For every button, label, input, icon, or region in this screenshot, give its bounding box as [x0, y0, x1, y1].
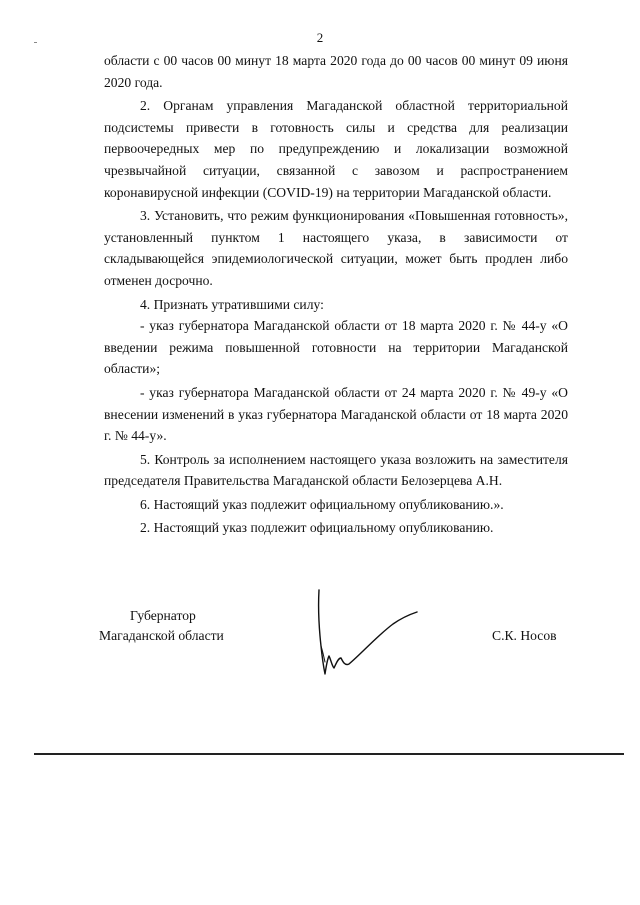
signer-title-line-1: Губернатор [130, 608, 196, 623]
handwritten-signature-icon [305, 588, 435, 683]
page-number: 2 [316, 30, 324, 45]
paragraph-item-2: 2. Органам управления Магаданской областной территориальной подсистемы привести в готовность силы и средства для реализации первоочередных мер по предупреждению и локализации возможной чрезвычайной ситуации, связанной с завозом и распространением коронавирусной инфекции (COVID-19) на территории Магаданской области. [104, 98, 568, 200]
scan-artifact [34, 42, 37, 43]
signer-title-line-2: Магаданской области [99, 628, 224, 643]
bottom-rule [34, 753, 624, 755]
paragraph-continuation: области с 00 часов 00 минут 18 марта 2020 года до 00 часов 00 минут 09 июня 2020 года. [104, 53, 568, 90]
signer-name: С.К. Носов [492, 628, 557, 643]
document-body [104, 50, 568, 539]
paragraph-repealed-decree-44: - указ губернатора Магаданской области от 18 марта 2020 г. № 44-у «О введении режима повышенной готовности на территории Магаданской области»; [104, 318, 568, 377]
paragraph-repealed-decree-49: - указ губернатора Магаданской области от 24 марта 2020 г. № 49-у «О внесении изменений в указ губернатора Магаданской области от 18 марта 2020 г. № 44-у». [104, 384, 568, 444]
paragraph-item-6: 6. Настоящий указ подлежит официальному опубликованию.». [140, 496, 504, 512]
paragraph-final-publication: 2. Настоящий указ подлежит официальному опубликованию. [140, 520, 494, 536]
paragraph-item-5: 5. Контроль за исполнением настоящего указа возложить на заместителя председателя Правительства Магаданской области Белозерцева А.Н. [104, 451, 568, 489]
paragraph-item-3: 3. Установить, что режим функционирования «Повышенная готовность», установленный пунктом 1 настоящего указа, в зависимости от складывающейся эпидемиологической ситуации, может быть продлен либо отменен досрочно. [104, 208, 568, 288]
paragraph-item-4: 4. Признать утратившими силу: [140, 296, 324, 312]
